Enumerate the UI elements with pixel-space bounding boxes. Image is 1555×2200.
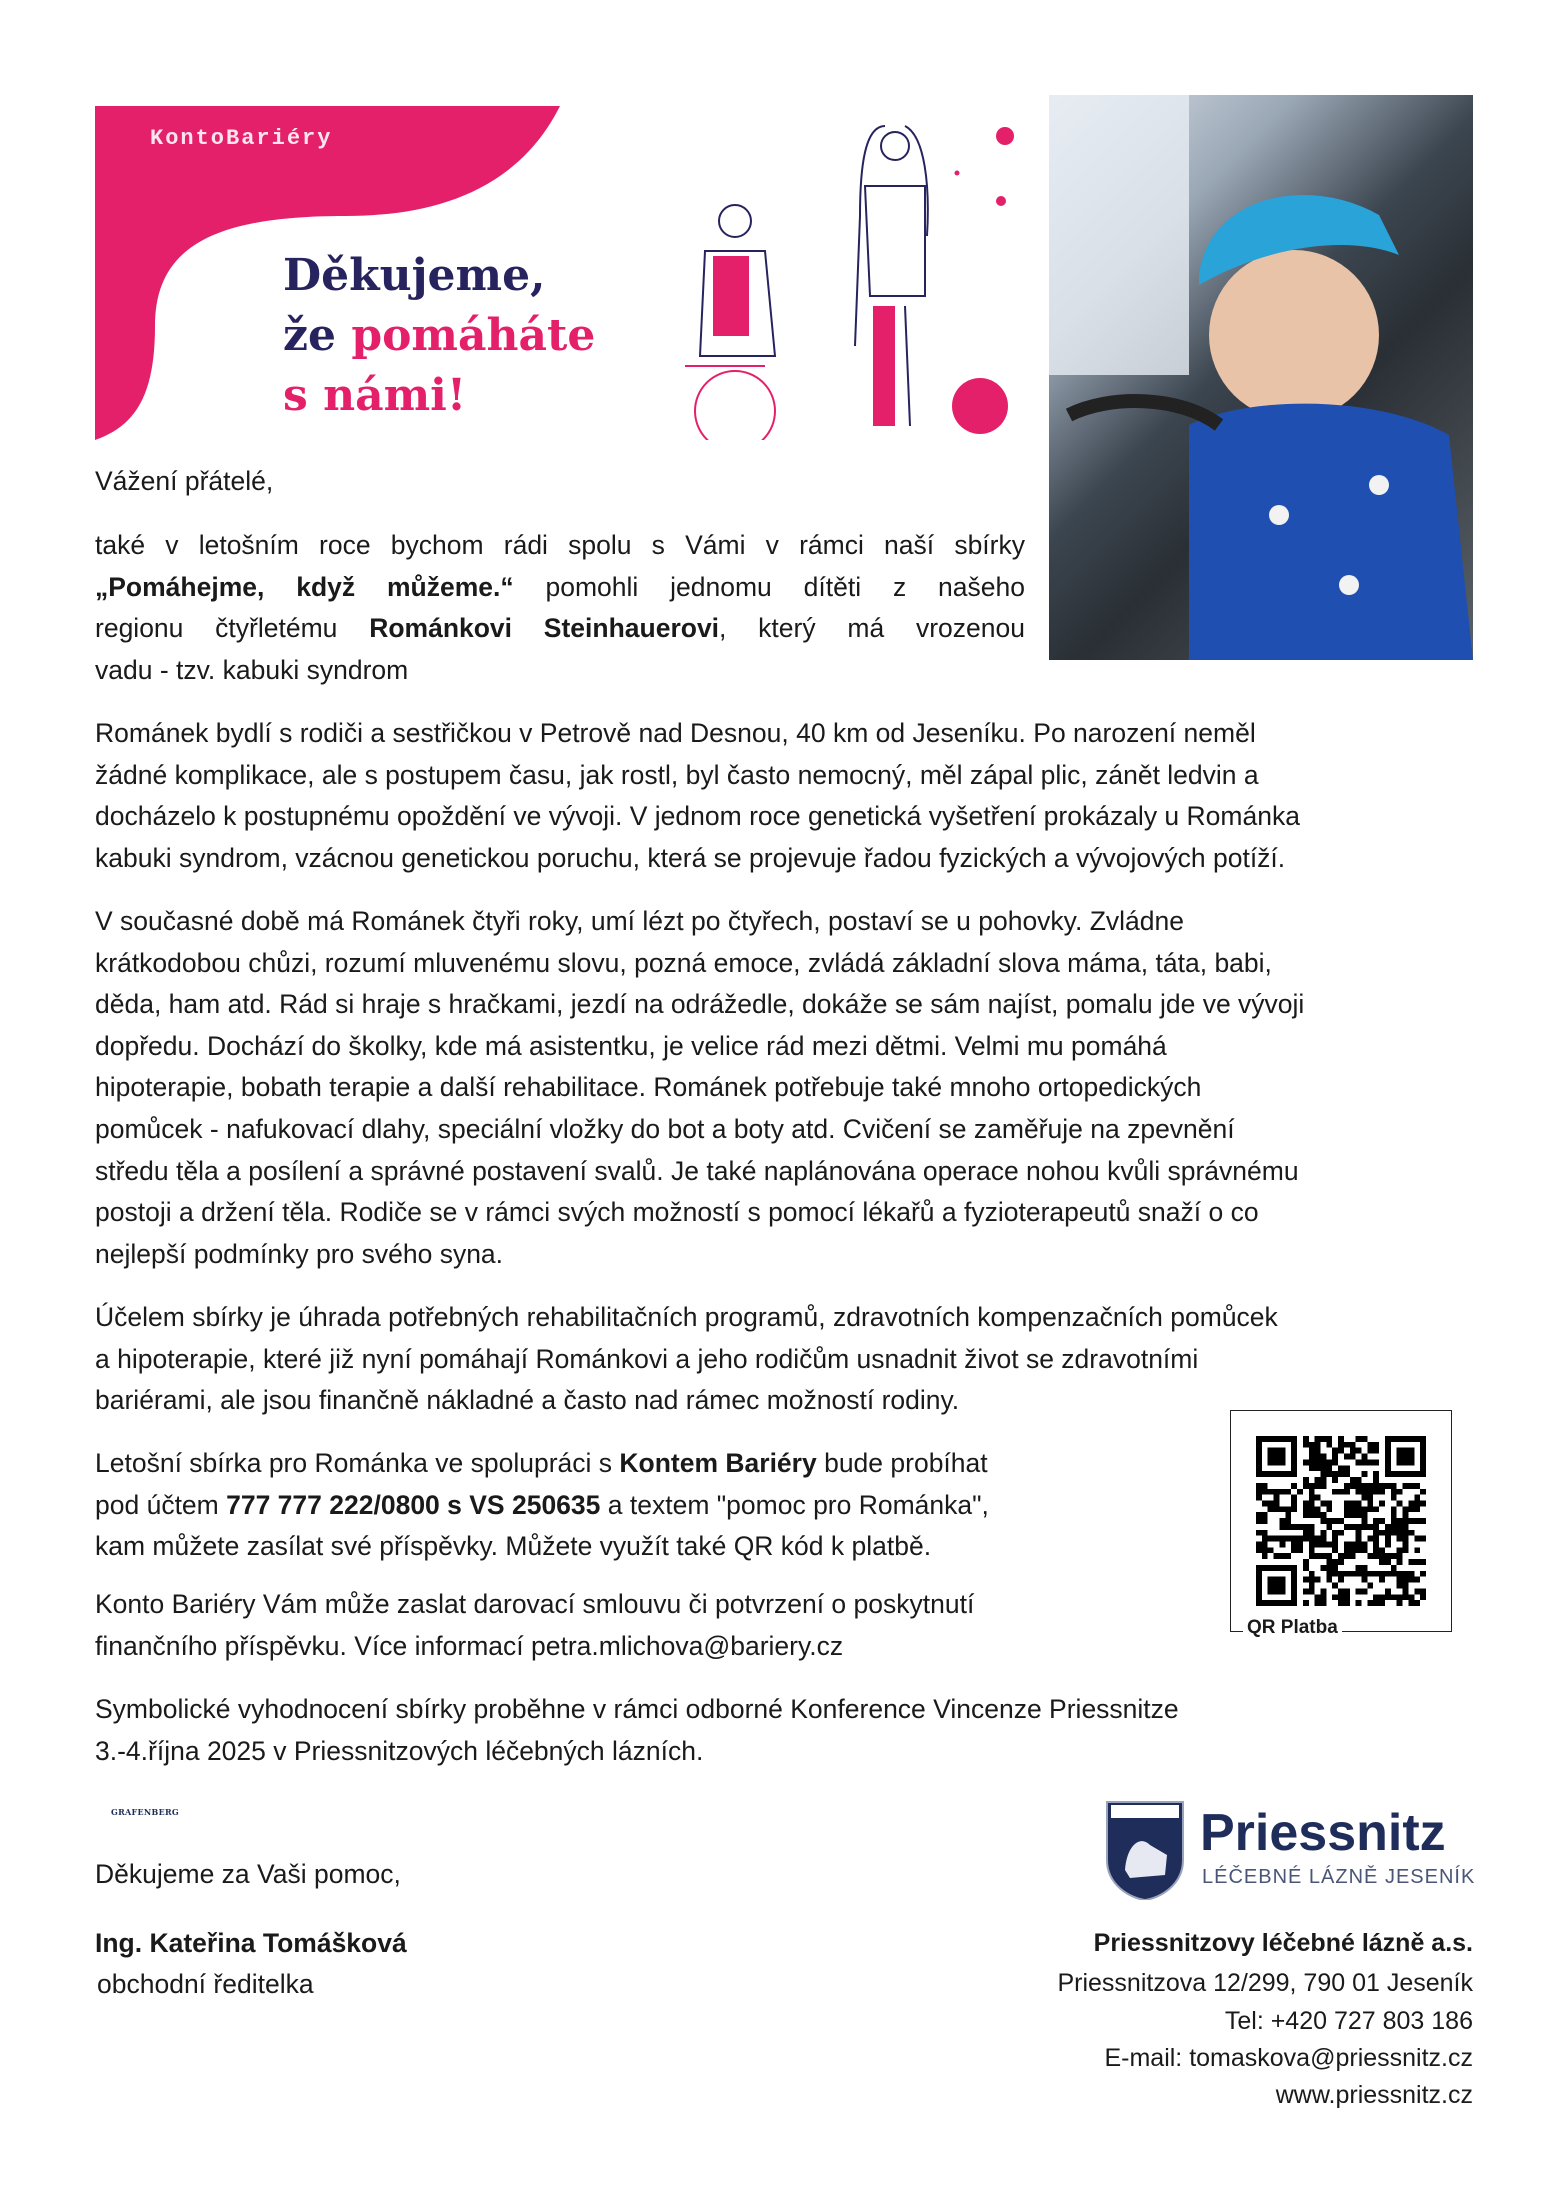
- text-segment: a textem "pomoc pro Románka",: [600, 1489, 989, 1520]
- headline-highlight: pomáháte: [351, 310, 596, 361]
- company-email[interactable]: E-mail: tomaskova@priessnitz.cz: [1104, 2044, 1473, 2072]
- company-phone: Tel: +420 727 803 186: [1224, 2007, 1473, 2035]
- paragraph-line: [95, 608, 1025, 650]
- paragraph-line: a hipoterapie, které již nyní pomáhají Románkovi a jeho rodičům usnadnit život se zdravotními: [95, 1343, 1199, 1374]
- headline-word: že: [283, 310, 352, 361]
- text-segment: Letošní sbírka pro Románka ve spolupráci s: [95, 1448, 620, 1478]
- child-photo: [1049, 95, 1473, 660]
- signatory-title: obchodní ředitelka: [97, 1969, 314, 1999]
- paragraph-line: Účelem sbírky je úhrada potřebných rehabilitačních programů, zdravotních kompenzačních pomůcek: [95, 1302, 1278, 1332]
- paragraph-line: finančního příspěvku. Více informací petra.mlichova@bariery.cz: [95, 1630, 844, 1661]
- body-paragraph: [95, 1584, 974, 1667]
- bold-text: 777 777 222/0800 s VS 250635: [226, 1489, 601, 1520]
- text-segment: , který má vrozenou: [719, 613, 1025, 644]
- paragraph-line: také v letošním roce bychom rádi spolu s Vámi v rámci naší sbírky: [95, 530, 1025, 560]
- paragraph-line: kam můžete zasílat své příspěvky. Můžete využít také QR kód k platbě.: [95, 1531, 932, 1562]
- body-paragraph: [95, 1689, 1179, 1772]
- bold-text: Románkovi Steinhauerovi: [369, 613, 720, 644]
- body-paragraph: [95, 1297, 1278, 1422]
- greeting: Vážení přátelé,: [95, 466, 274, 496]
- company-website[interactable]: www.priessnitz.cz: [1275, 2081, 1473, 2109]
- crest-top-text: GRAFENBERG: [110, 1807, 180, 1817]
- priessnitz-logo-subtitle: LÉČEBNÉ LÁZNĚ JESENÍK: [1202, 1866, 1476, 1888]
- body-paragraph: [95, 525, 1025, 691]
- paragraph-line: dopředu. Dochází do školky, kde má asistentku, je velice rád mezi dětmi. Velmi mu pomáhá: [95, 1030, 1167, 1061]
- paragraph-line: Symbolické vyhodnocení sbírky proběhne v rámci odborné Konference Vincenze Priessnitze: [95, 1694, 1179, 1724]
- konto-bariery-logo: KontoBariéry: [150, 126, 333, 151]
- bold-text: Kontem Bariéry: [619, 1448, 817, 1478]
- paragraph-line: žádné komplikace, ale s postupem času, jak rostl, byl často nemocný, měl zápal plic, zánět ledvin a: [95, 759, 1259, 790]
- paragraph-line: Románek bydlí s rodiči a sestřičkou v Petrově nad Desnou, 40 km od Jeseníku. Po narození neměl: [95, 718, 1256, 748]
- paragraph-line: 3.-4.října 2025 v Priessnitzových léčebných lázních.: [95, 1735, 704, 1766]
- people-illustration: [685, 126, 928, 440]
- company-address: Priessnitzova 12/299, 790 01 Jeseník: [1057, 1969, 1473, 1997]
- priessnitz-crest-icon: [1105, 1800, 1185, 1900]
- bold-text: „Pomáhejme, když můžeme.“: [95, 571, 514, 602]
- paragraph-line: Konto Bariéry Vám může zaslat darovací smlouvu či potvrzení o poskytnutí: [95, 1589, 975, 1619]
- company-name: Priessnitzovy léčebné lázně a.s.: [1093, 1929, 1473, 1957]
- qr-code-frame: [1230, 1410, 1452, 1632]
- priessnitz-logo-text: Priessnitz: [1200, 1804, 1446, 1862]
- qr-code: [1256, 1436, 1426, 1606]
- body-paragraph: [95, 901, 1304, 1275]
- headline-line-1: Děkujeme,: [283, 250, 546, 301]
- text-segment: pod účtem: [95, 1489, 227, 1520]
- paragraph-line: děda, ham atd. Rád si hraje s hračkami, jezdí na odrážedle, dokáže se sám najíst, pomalu jde ve vývoji: [95, 989, 1305, 1020]
- paragraph-line: pomůcek - nafukovací dlahy, speciální vložky do bot a boty atd. Cvičení se zaměřuje na zpevnění: [95, 1113, 1235, 1144]
- signatory-name: Ing. Kateřina Tomášková: [95, 1928, 407, 1958]
- paragraph-line: [95, 1443, 989, 1485]
- thanks-text: Děkujeme za Vaši pomoc,: [95, 1859, 401, 1889]
- body-paragraph: [95, 713, 1300, 879]
- banner-headline: [283, 246, 595, 426]
- paragraph-line: V současné době má Románek čtyři roky, umí lézt po čtyřech, postaví se u pohovky. Zvládne: [95, 906, 1184, 936]
- text-segment: pomohli jednomu dítěti z našeho: [513, 571, 1025, 602]
- body-paragraph: [95, 1443, 989, 1568]
- paragraph-line: postoji a držení těla. Rodiče se v rámci svých možností s pomocí lékařů a fyzioterapeutů snaží o co: [95, 1197, 1259, 1228]
- paragraph-line: nejlepší podmínky pro svého syna.: [95, 1238, 504, 1269]
- headline-line-2: [283, 306, 595, 366]
- paragraph-line: [95, 1485, 989, 1527]
- paragraph-line: středu těla a posílení a správné postavení svalů. Je také naplánována operace nohou kvůli správnému: [95, 1155, 1299, 1186]
- paragraph-line: kabuki syndrom, vzácnou genetickou poruchu, která se projevuje řadou fyzických a vývojových potíží.: [95, 842, 1286, 873]
- paragraph-line: krátkodobou chůzi, rozumí mluvenému slovu, pozná emoce, zvládá základní slova máma, táta, babi,: [95, 947, 1272, 978]
- header-banner: [95, 106, 1015, 440]
- paragraph-line: hipoterapie, bobath terapie a další rehabilitace. Románek potřebuje také mnoho ortopedických: [95, 1072, 1202, 1103]
- headline-line-3: s námi!: [283, 370, 467, 421]
- paragraph-line: bariérami, ale jsou finančně nákladné a často nad rámec možností rodiny.: [95, 1385, 960, 1416]
- paragraph-line: docházelo k postupnému opoždění ve vývoji. V jednom roce genetická vyšetření prokázaly u Románka: [95, 801, 1300, 832]
- paragraph-line: [95, 567, 1025, 609]
- qr-label: QR Platba: [1243, 1617, 1342, 1639]
- text-segment: regionu čtyřletému: [95, 613, 370, 644]
- text-segment: bude probíhat: [816, 1448, 988, 1478]
- paragraph-line: vadu - tzv. kabuki syndrom: [95, 654, 409, 685]
